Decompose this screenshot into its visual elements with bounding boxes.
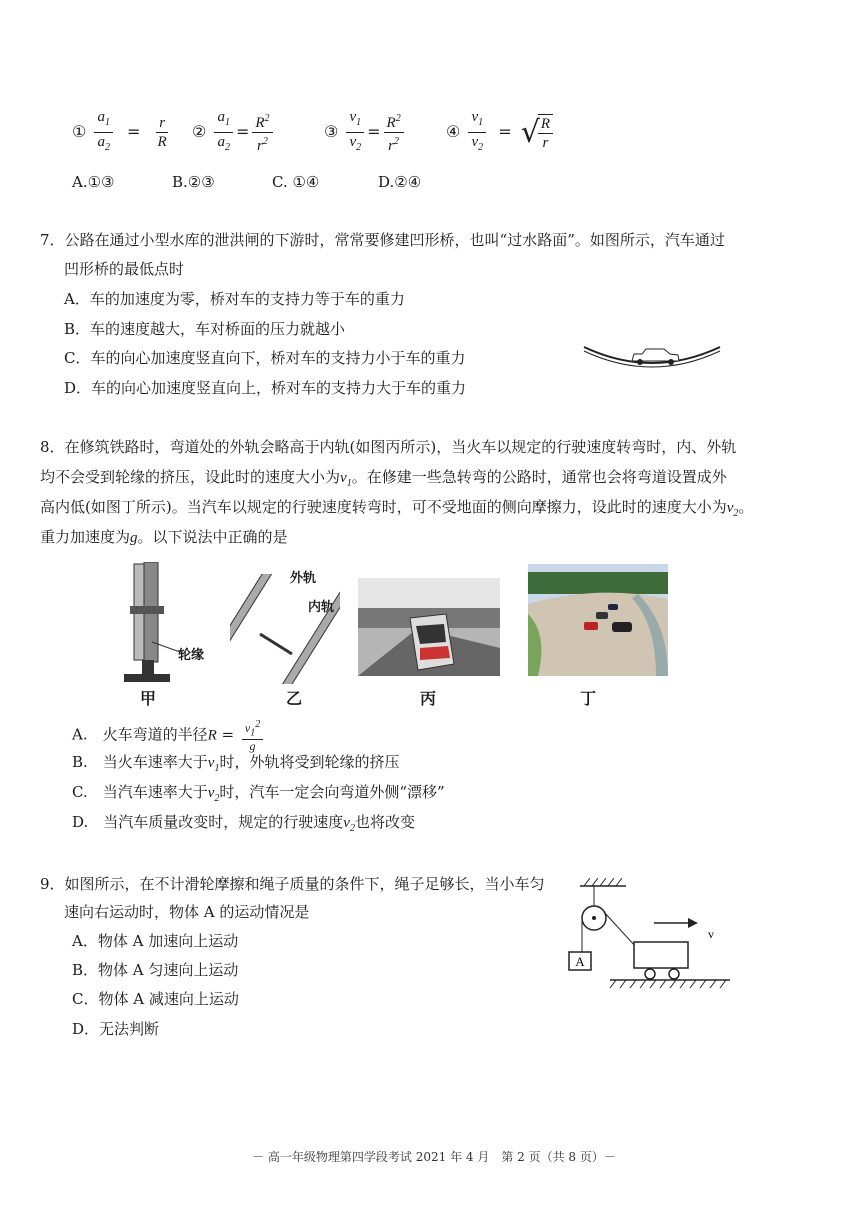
sqrt-sign: √ [520,115,540,150]
caption-ding: 丁 [580,689,597,708]
q7-option-c: C．车的向心加速度竖直向下，桥对车的支持力小于车的重力 [64,349,466,367]
formula-1: ① $\frac{a_1}{a_2}$ = $\frac{r}{R}$ [72,109,167,153]
caption-bing: 丙 [420,689,437,708]
pulley-cart-diagram [560,872,740,1002]
q8-stem-line3: 高内低(如图丁所示)。当汽车以规定的行驶速度转弯时，可不受地面的侧向摩擦力，设此时的速度大小为$v_2$。 [40,498,754,519]
q9-option-d: D．无法判断 [72,1020,160,1038]
q9-option-a: A．物体 A 加速向上运动 [72,932,239,950]
block-a-label: A [575,954,585,969]
q8-option-d: D. 当汽车质量改变时，规定的行驶速度$v_2$也将改变 [72,813,415,834]
caption-jia: 甲 [140,689,157,708]
velocity-label: v [708,927,714,941]
race-track-photo [528,564,668,676]
wheel-flange-label: 轮缘 [178,648,205,663]
formula-3: ③ $\frac{v_1}{v_2}$ = $\frac{R^2}{r^2}$ [324,108,407,157]
q7-stem-line1: 7．公路在通过小型水库的泄洪闸的下游时，常常要修建凹形桥，也叫“过水路面”。如图所示，汽车通过 [40,231,725,249]
q7-option-a: A．车的加速度为零，桥对车的支持力等于车的重力 [64,290,405,308]
q9-stem-line2: 速向右运动时，物体 A 的运动情况是 [64,903,310,921]
q6-choice-b: B.②③ [172,173,215,191]
formula-4: ④ $\frac{v_1}{v_2}$ = √ $\frac{R}{r}$ [446,108,556,157]
q6-choice-d: D.②④ [378,173,422,191]
caption-yi: 乙 [286,689,303,708]
train-photo [358,578,500,676]
q6-choice-c: C. ①④ [272,173,320,191]
page-footer: － 高一年级物理第四学段考试 2021 年 4 月 第 2 页（共 8 页）－ [252,1150,616,1164]
inner-rail-label: 内轨 [308,600,335,615]
q6-choice-a: A.①③ [72,173,115,191]
q7-option-d: D．车的向心加速度竖直向上，桥对车的支持力大于车的重力 [64,379,467,397]
q9-stem-line1: 9．如图所示，在不计滑轮摩擦和绳子质量的条件下，绳子足够长，当小车匀 [40,875,545,893]
wheel-rail-diagram [112,562,220,684]
formula-2: ② $\frac{a_1}{a_2}$ = $\frac{R^2}{r^2}$ [192,108,276,157]
q8-stem-line1: 8．在修筑铁路时，弯道处的外轨会略高于内轨(如图丙所示)，当火车以规定的行驶速度转弯时，内、外轨 [40,438,737,456]
inclined-rails-diagram [230,574,340,684]
q9-option-b: B．物体 A 匀速向上运动 [72,961,239,979]
q7-option-b: B．车的速度越大，车对桥面的压力就越小 [64,320,346,338]
outer-rail-label: 外轨 [290,571,317,586]
q8-stem-line4: 重力加速度为g。以下说法中正确的是 [40,528,288,546]
q9-option-c: C．物体 A 减速向上运动 [72,990,239,1008]
q8-stem-line2: 均不会受到轮缘的挤压，设此时的速度大小为$v_1$。在修建一些急转弯的公路时，通常也会将弯道设置成外 [40,468,727,489]
formula-mark: ① [72,122,87,141]
q8-option-c: C. 当汽车速率大于$v_2$时，汽车一定会向弯道外侧“漂移” [72,783,445,804]
q8-option-b: B. 当火车速率大于$v_1$时，外轨将受到轮缘的挤压 [72,753,400,774]
concave-bridge-diagram [582,335,722,375]
q8-option-a: A. 火车弯道的半径R = $\frac{v_1^2}{g}$ [72,718,266,753]
q7-stem-line2: 凹形桥的最低点时 [64,260,185,278]
